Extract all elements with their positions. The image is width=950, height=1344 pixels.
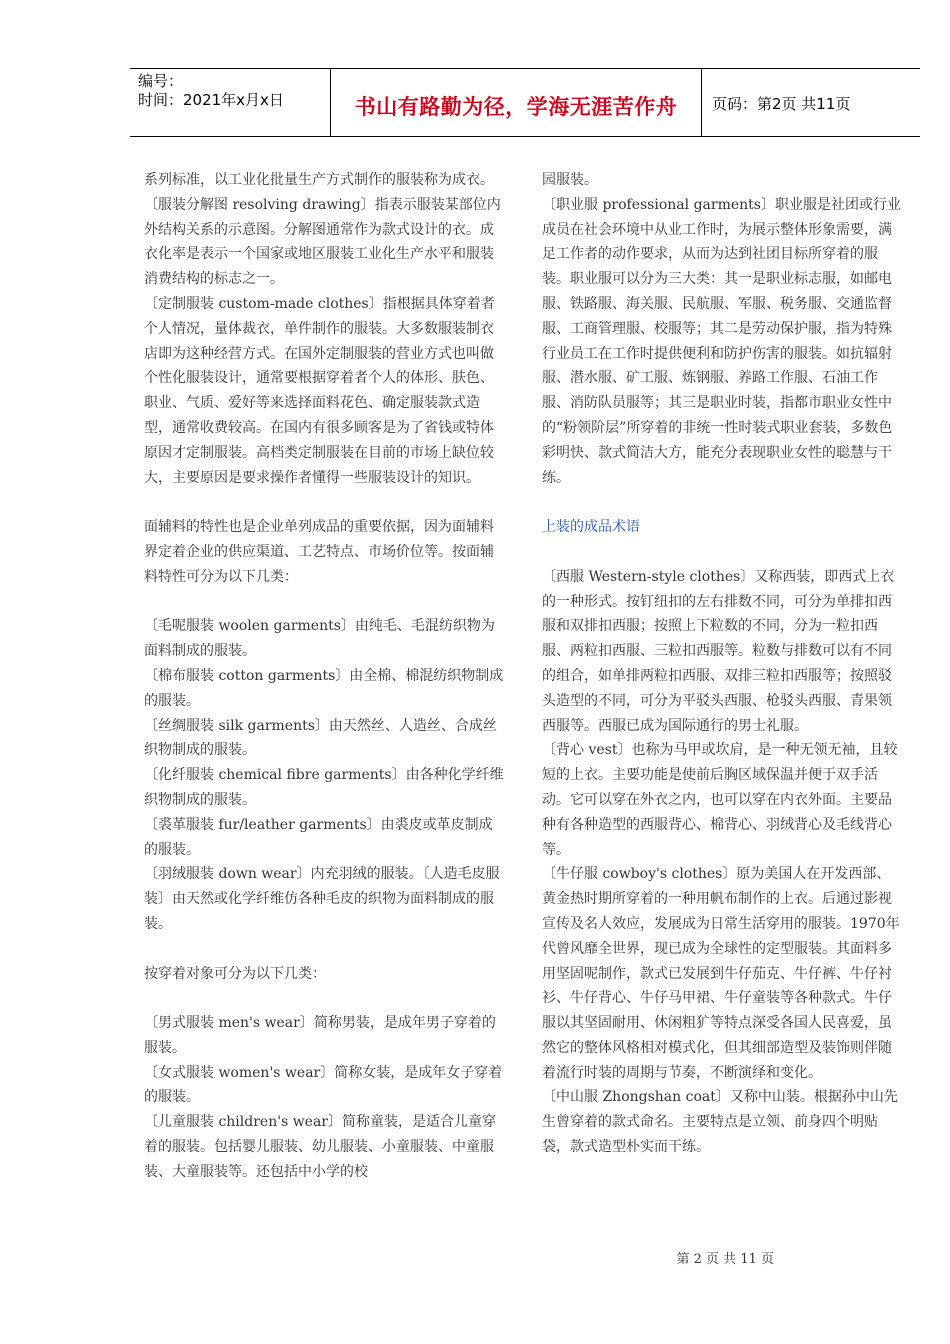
left-column-paragraph: 〔棉布服装 cotton garments〕由全棉、棉混纺织物制成的服装。 <box>144 667 504 709</box>
right-column-paragraph: 园服装。 <box>542 172 598 188</box>
document-number-label: 编号： <box>138 72 184 90</box>
left-column-paragraph: 〔化纤服装 chemical fibre garments〕由各种化学纤维织物制成的服装。 <box>144 767 504 808</box>
paragraph-spacer <box>144 490 504 515</box>
section-heading: 上装的成品术语 <box>542 519 640 536</box>
left-column-paragraph: 〔丝绸服装 silk garments〕由天然丝、人造丝、合成丝织物制成的服装。 <box>144 717 497 759</box>
left-column-paragraph: 〔羽绒服装 down wear〕内充羽绒的服装。〔人造毛皮服装〕由天然或化学纤维仿各种毛皮的织物为面料制成的服装。 <box>144 866 500 932</box>
page-header <box>130 68 920 137</box>
header-motto: 书山有路勤为径，学海无涯苦作舟 <box>354 95 678 119</box>
document-time-label: 时间：2021年x月x日 <box>138 91 284 109</box>
paragraph-spacer <box>542 540 904 565</box>
left-column-paragraph: 〔儿童服装 children's wear〕简称童装，是适合儿童穿着的服装。包括婴儿服装、幼儿服装、小童服装、中童服装、大童服装等。还包括中小学的校 <box>144 1114 497 1180</box>
left-column-paragraph: 〔男式服装 men's wear〕简称男装，是成年男子穿着的服装。 <box>144 1015 496 1056</box>
right-column-paragraph: 〔牛仔服 cowboy's clothes〕原为美国人在开发西部、黄金热时期所穿着的一种用帆布制作的上衣。后通过影视宣传及名人效应，发展成为日常生活穿用的服装。1970年代曾风靡全世界，现已成为全球性的定型服装。其面料多用坚固呢制作，款式已发展到牛仔茄克、牛仔裤、牛仔衬衫、牛仔背心、牛仔马甲裙、牛仔童装等各种款式。牛仔服以其坚固耐用、休闲粗犷等特点深受各国人民喜爱，虽然它的整体风格相对模式化，但其细部造型及装饰则伴随着流行时装的周期与节奏，不断演绎和变化。 <box>542 866 900 1081</box>
header-meta-cell <box>130 69 331 136</box>
left-column-paragraph: 〔女式服装 women's wear〕简称女装，是成年女子穿着的服装。 <box>144 1064 503 1106</box>
paragraph-spacer <box>144 937 504 962</box>
left-column-paragraph: 〔裘革服装 fur/leather garments〕由裘皮或革皮制成的服装。 <box>144 816 493 858</box>
paragraph-spacer <box>542 490 904 515</box>
right-column-paragraph: 〔西服 Western-style clothes〕又称西装，即西式上衣的一种形式。按钉纽扣的左右排数不同，可分为单排扣西服和双排扣西服；按照上下粒数的不同，分为一粒扣西服、两粒扣西服、三粒扣西服等。粒数与排数可以有不同的组合，如单排两粒扣西服、双排三粒扣西服等；按照驳头造型的不同，可分为平驳头西服、枪驳头西服、青果领西服等。西服已成为国际通行的男士礼服。 <box>542 568 895 734</box>
left-column-paragraph: 系列标准，以工业化批量生产方式制作的服装称为成衣。 <box>144 172 494 188</box>
page-footer: 第 2 页 共 11 页 <box>676 1252 774 1267</box>
left-column-paragraph: 〔毛呢服装 woolen garments〕由纯毛、毛混纺织物为面料制成的服装。 <box>144 618 495 660</box>
header-page-number: 页码：第2页 共11页 <box>712 95 851 113</box>
right-column-paragraph: 〔中山服 Zhongshan coat〕又称中山装。根据孙中山先生曾穿着的款式命名。主要特点是立领、前身四个明贴袋，款式造型朴实而干练。 <box>542 1089 898 1156</box>
left-column-paragraph: 〔服装分解图 resolving drawing〕指表示服装某部位内外结构关系的示意图。分解图通常作为款式设计的衣。成衣化率是表示一个国家或地区服装工业化生产水平和服装消费结构的标志之一。 <box>144 196 501 288</box>
left-column-paragraph: 面辅料的特性也是企业单列成品的重要依据，因为面辅料界定着企业的供应渠道、工艺特点、市场价位等。按面辅料特性可分为以下几类： <box>144 519 494 585</box>
left-column-paragraph: 〔定制服装 custom-made clothes〕指根据具体穿着者个人情况，量体裁衣，单件制作的服装。大多数服装制衣店即为这种经营方式。在国外定制服装的营业方式也叫做个性化服装设计，通常要根据穿着者个人的体形、肤色、职业、气质、爱好等来选择面料花色、确定服装款式造型，通常收费较高。在国内有很多顾客是为了省钱或特体原因才定制服装。高档类定制服装在目前的市场上缺位较大，主要原因是要求操作者懂得一些服装设计的知识。 <box>144 295 495 486</box>
right-column-paragraph: 〔职业服 professional garments〕职业服是社团或行业成员在社会环境中从业工作时，为展示整体形象需要，满足工作者的动作要求，从而为达到社团目标所穿着的服装。职业服可以分为三大类：其一是职业标志服，如邮电服、铁路服、海关服、民航服、军服、税务服、交通监督服、工商管理服、校服等；其二是劳动保护服，指为特殊行业员工在工作时提供便利和防护伤害的服装。如抗辐射服、潜水服、矿工服、炼钢服、养路工作服、石油工作服、消防队员服等；其三是职业时装，指都市职业女性中的“粉领阶层”所穿着的非统一性时装式职业套装，多数色彩明快、款式简洁大方，能充分表现职业女性的聪慧与干练。 <box>542 196 901 486</box>
header-page-cell <box>702 69 920 136</box>
paragraph-spacer <box>144 986 504 1011</box>
left-column-paragraph: 按穿着对象可分为以下几类： <box>144 965 326 982</box>
right-column-paragraph: 〔背心 vest〕也称为马甲或坎肩，是一种无领无袖，且较短的上衣。主要功能是使前后胸区域保温并便于双手活动。它可以穿在外衣之内，也可以穿在内衣外面。主要品种有各种造型的西服背心、棉背心、羽绒背心及毛线背心等。 <box>542 742 898 858</box>
header-motto-cell <box>331 69 702 136</box>
left-column <box>144 168 504 1185</box>
right-column <box>542 168 904 1160</box>
paragraph-spacer <box>144 590 504 615</box>
